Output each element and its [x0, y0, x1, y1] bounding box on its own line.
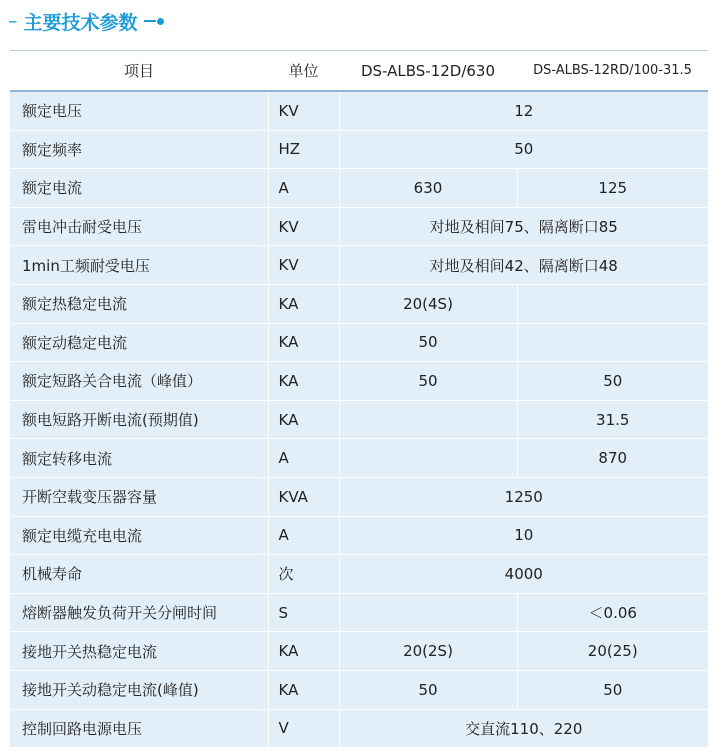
param-value-model2: 20(25): [517, 632, 708, 671]
param-value-model1: [339, 400, 517, 439]
param-name: 控制回路电源电压: [10, 709, 268, 748]
param-value-model2: [517, 323, 708, 362]
param-value-model2: [517, 284, 708, 323]
param-name: 额定转移电流: [10, 439, 268, 478]
table-row: [10, 130, 708, 169]
param-value-model2: 125: [517, 169, 708, 208]
param-name: 雷电冲击耐受电压: [10, 207, 268, 246]
table-body: [10, 91, 708, 748]
param-unit: S: [268, 593, 339, 632]
param-value-model2: ＜0.06: [517, 593, 708, 632]
table-row: [10, 477, 708, 516]
param-value: 交直流110、220: [339, 709, 708, 748]
param-value-model1: 50: [339, 323, 517, 362]
param-unit: KA: [268, 362, 339, 401]
param-name: 接地开关热稳定电流: [10, 632, 268, 671]
param-unit: KV: [268, 207, 339, 246]
table-row: [10, 91, 708, 130]
param-unit: V: [268, 709, 339, 748]
table-row: [10, 593, 708, 632]
header-model1: DS-ALBS-12D/630: [339, 51, 517, 92]
title-decoration: [144, 18, 164, 25]
param-unit: KA: [268, 670, 339, 709]
table-row: [10, 632, 708, 671]
table-row: [10, 362, 708, 401]
param-value-model2: 870: [517, 439, 708, 478]
table-row: [10, 323, 708, 362]
param-unit: A: [268, 169, 339, 208]
param-value-model1: 20(2S): [339, 632, 517, 671]
table-row: [10, 709, 708, 748]
param-name: 熔断器触发负荷开关分闸时间: [10, 593, 268, 632]
param-name: 额定电流: [10, 169, 268, 208]
table-row: [10, 516, 708, 555]
table-header-row: [10, 51, 708, 92]
param-name: 额定电压: [10, 91, 268, 130]
param-name: 额定电缆充电电流: [10, 516, 268, 555]
param-unit: A: [268, 516, 339, 555]
param-unit: KV: [268, 246, 339, 285]
param-name: 额定热稳定电流: [10, 284, 268, 323]
param-name: 额定动稳定电流: [10, 323, 268, 362]
table-row: [10, 670, 708, 709]
section-title-text: 主要技术参数: [23, 11, 138, 34]
param-value-model1: 50: [339, 670, 517, 709]
param-unit: KA: [268, 323, 339, 362]
section-title: [8, 6, 164, 36]
param-name: 开断空载变压器容量: [10, 477, 268, 516]
param-value-model1: [339, 593, 517, 632]
header-unit: 单位: [268, 51, 339, 92]
param-value: 4000: [339, 555, 708, 594]
param-unit: KA: [268, 284, 339, 323]
param-unit: HZ: [268, 130, 339, 169]
param-value: 对地及相间75、隔离断口85: [339, 207, 708, 246]
param-value-model2: 50: [517, 362, 708, 401]
param-unit: KV: [268, 91, 339, 130]
table-row: [10, 284, 708, 323]
header-item: 项目: [10, 51, 268, 92]
spec-table: [10, 50, 708, 748]
param-value: 1250: [339, 477, 708, 516]
table-row: [10, 207, 708, 246]
param-value: 12: [339, 91, 708, 130]
param-name: 额电短路开断电流(预期值): [10, 400, 268, 439]
param-unit: KVA: [268, 477, 339, 516]
param-value: 对地及相间42、隔离断口48: [339, 246, 708, 285]
param-value: 10: [339, 516, 708, 555]
param-value-model1: 630: [339, 169, 517, 208]
param-name: 1min工频耐受电压: [10, 246, 268, 285]
param-value: 50: [339, 130, 708, 169]
title-dash: –: [8, 10, 18, 32]
table-row: [10, 246, 708, 285]
param-value-model2: 50: [517, 670, 708, 709]
table-row: [10, 439, 708, 478]
param-value-model1: 20(4S): [339, 284, 517, 323]
table-row: [10, 400, 708, 439]
param-value-model2: 31.5: [517, 400, 708, 439]
param-value-model1: 50: [339, 362, 517, 401]
param-unit: KA: [268, 632, 339, 671]
header-model2: DS-ALBS-12RD/100-31.5: [517, 51, 708, 92]
table-row: [10, 169, 708, 208]
param-name: 接地开关动稳定电流(峰值): [10, 670, 268, 709]
param-name: 机械寿命: [10, 555, 268, 594]
param-unit: 次: [268, 555, 339, 594]
param-unit: A: [268, 439, 339, 478]
param-value-model1: [339, 439, 517, 478]
param-unit: KA: [268, 400, 339, 439]
table-row: [10, 555, 708, 594]
param-name: 额定短路关合电流（峰值）: [10, 362, 268, 401]
param-name: 额定频率: [10, 130, 268, 169]
